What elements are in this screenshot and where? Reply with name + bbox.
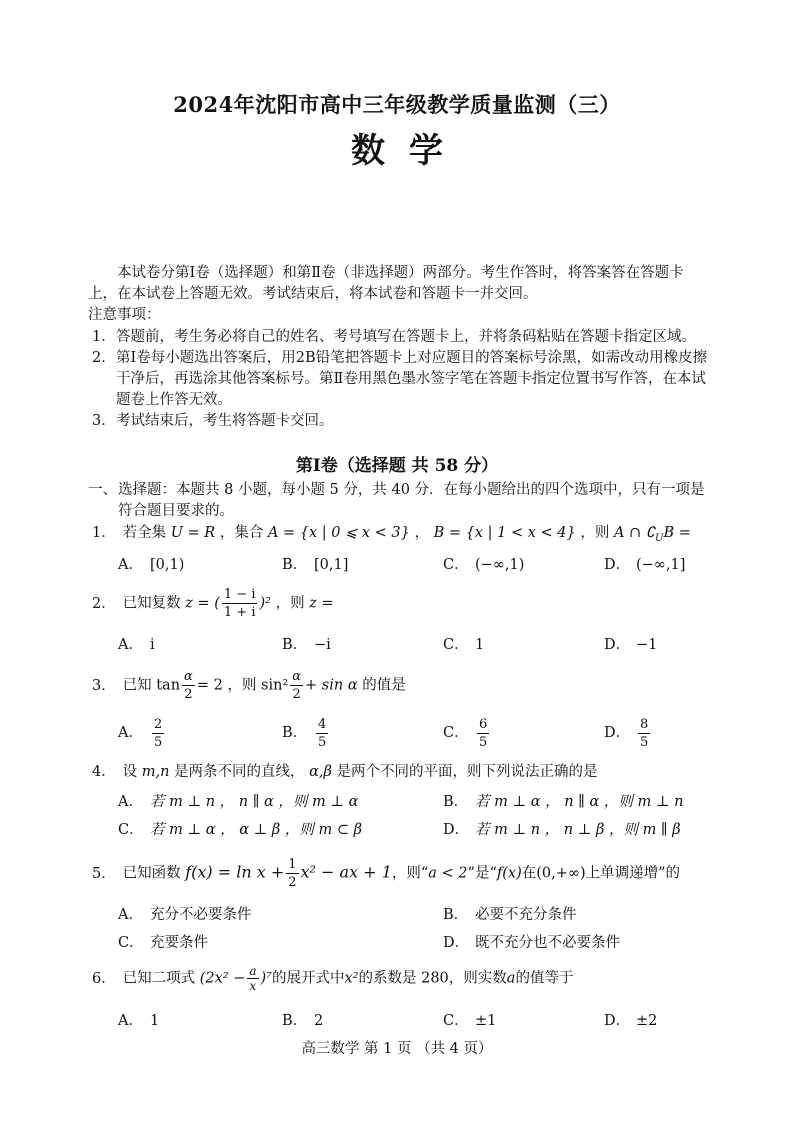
option-value: [0,1] [314, 557, 349, 573]
fraction-numerator: 6 [479, 717, 488, 732]
option-label: C． [118, 822, 144, 838]
option-label: C． [443, 725, 469, 742]
option-label: B． [282, 637, 308, 653]
question-text: ， [414, 525, 429, 541]
fraction [247, 964, 258, 993]
page-footer: 高三数学 第 1 页 （共 4 页） [301, 1041, 493, 1057]
fraction-numerator: 8 [640, 717, 649, 732]
option-label: D． [604, 725, 631, 742]
note-number: 2． [92, 350, 116, 366]
option-a [118, 716, 166, 751]
question-text: ，则 [580, 525, 610, 541]
fraction [286, 856, 298, 891]
math-expr: A = {x | 0 ⩽ x < 3} [267, 525, 410, 541]
option-label: D． [443, 935, 470, 951]
option-label: C． [443, 1013, 469, 1029]
option-c [443, 636, 484, 654]
math-expr: tan [156, 677, 181, 694]
exam-title: 2024年沈阳市高中三年级教学质量监测（三） [173, 92, 621, 117]
option-text: 必要不充分条件 [475, 907, 577, 923]
math-expr: = 2 [196, 677, 223, 694]
option-d [443, 934, 620, 952]
math-expr: f(x) [496, 865, 522, 882]
math-expr: sin² [261, 677, 289, 694]
question-text: 的值是 [362, 677, 406, 694]
option-value: 1 [150, 1013, 160, 1029]
fraction [638, 716, 650, 751]
option-text: 若 m ⊥ α ， n ∥ α ，则 m ⊥ n [475, 794, 684, 810]
fraction [477, 716, 489, 751]
option-c [118, 821, 362, 839]
note-number: 1． [92, 329, 116, 345]
fraction-denominator: 5 [640, 735, 649, 750]
note-text: 答题前，考生务必将自己的姓名、考号填写在答题卡上，并将条码粘贴在答题卡指定区域。 [116, 329, 696, 345]
question-text: 的系数是 280，则实数 [358, 970, 507, 987]
question-4 [92, 763, 598, 781]
math-expr: (2x² − [199, 970, 246, 987]
option-label: A． [118, 794, 143, 810]
option-value: (−∞,1) [475, 557, 525, 573]
option-text: 若 m ⊥ n ， n ∥ α ，则 m ⊥ α [150, 794, 359, 810]
fraction-denominator: 5 [318, 735, 327, 750]
option-value: [0,1) [150, 557, 185, 573]
question-number: 2． [92, 595, 116, 612]
option-label: A． [118, 1013, 143, 1029]
intro-text: 本试卷分第Ⅰ卷（选择题）和第Ⅱ卷（非选择题）两部分。考生作答时，将答案答在答题卡上，在本试卷上答题无效。考试结束后，将本试卷和答题卡一并交回。 [88, 265, 684, 302]
option-value: −1 [636, 637, 658, 653]
option-label: D． [443, 822, 470, 838]
fraction [316, 716, 328, 751]
question-1 [92, 524, 691, 545]
note-number: 3． [92, 413, 116, 429]
note-text: 考试结束后，考生将答题卡交回。 [116, 413, 334, 429]
note-item [92, 411, 710, 432]
option-value: ±2 [636, 1013, 658, 1029]
question-text: 已知复数 [122, 595, 181, 612]
option-value: i [150, 637, 155, 653]
option-label: A． [118, 557, 143, 573]
math-expr: α,β [309, 764, 332, 780]
math-expr: + sin α [305, 677, 358, 694]
option-value: 2 [314, 1013, 324, 1029]
math-expr: x² − ax + 1 [300, 862, 392, 882]
option-c [443, 1012, 496, 1030]
option-value: −i [314, 637, 331, 653]
fraction-denominator: x [249, 979, 257, 993]
math-expr: )² [259, 595, 271, 612]
math-expr: U = R [170, 525, 216, 541]
question-text: 在 [521, 865, 537, 882]
note-item [92, 348, 710, 411]
question-text: 的值等于 [515, 970, 574, 987]
question-text: 已知函数 [122, 865, 181, 882]
option-label: B． [282, 557, 308, 573]
fraction [222, 586, 258, 621]
section-title: 第Ⅰ卷（选择题 共 58 分） [295, 456, 499, 476]
math-expr: z = [309, 595, 334, 612]
option-d [604, 636, 657, 654]
option-text: 既不充分也不必要条件 [475, 935, 620, 951]
subject-title: 数学 [351, 131, 467, 171]
option-c [443, 556, 524, 574]
part-number: 一、 [88, 482, 117, 498]
fraction-denominator: 2 [292, 687, 301, 702]
math-expr: )⁷ [260, 970, 272, 987]
math-expr: z = ( [185, 595, 220, 612]
fraction-denominator: 1 + i [223, 605, 256, 620]
math-expr: B = {x | 1 < x < 4} [433, 525, 576, 541]
fraction [182, 668, 195, 703]
part-heading [88, 480, 710, 522]
fraction-denominator: 5 [479, 735, 488, 750]
option-a [118, 906, 252, 924]
fraction-denominator: 2 [184, 687, 193, 702]
question-text: ”是“ [467, 865, 497, 882]
math-expr: B = [663, 525, 691, 541]
question-text: 是两个不同的平面，则下列说法正确的是 [336, 764, 598, 780]
option-label: B． [443, 794, 469, 810]
option-b [282, 716, 330, 751]
math-expr: f(x) = ln x + [185, 862, 285, 882]
fraction-numerator: 4 [318, 717, 327, 732]
option-d [604, 1012, 657, 1030]
question-text: 已知 [122, 677, 152, 694]
option-c [118, 934, 208, 952]
option-b [282, 556, 348, 574]
question-text: ，则“ [391, 865, 429, 882]
option-a [118, 793, 358, 811]
option-text: 充要条件 [150, 935, 208, 951]
option-label: B． [282, 725, 308, 742]
question-text: 是两条不同的直线， [174, 764, 305, 780]
option-label: C． [443, 637, 469, 653]
question-2 [92, 586, 334, 621]
option-c [443, 716, 491, 751]
option-label: B． [282, 1013, 308, 1029]
fraction-denominator: 5 [154, 735, 163, 750]
question-text: 已知二项式 [122, 970, 196, 987]
question-number: 4． [92, 764, 116, 780]
math-expr: x² [344, 970, 359, 987]
option-d [604, 556, 685, 574]
option-label: A． [118, 907, 143, 923]
question-6 [92, 964, 573, 993]
option-label: A． [118, 725, 143, 742]
fraction-numerator: 1 − i [223, 587, 256, 602]
option-text: 充分不必要条件 [150, 907, 252, 923]
note-text: 第Ⅰ卷每小题选出答案后，用2B铅笔把答题卡上对应题目的答案标号涂黑，如需改动用橡皮擦干净后，再选涂其他答案标号。第Ⅱ卷用黑色墨水签字笔在答题卡指定位置书写作答，在本试题卷上作答无效。 [116, 350, 708, 408]
option-value: 1 [475, 637, 485, 653]
question-number: 5． [92, 865, 116, 882]
option-b [282, 636, 331, 654]
option-label: B． [443, 907, 469, 923]
math-expr: a < 2 [428, 865, 468, 882]
fraction [290, 668, 303, 703]
question-text: ，集合 [219, 525, 264, 541]
question-text: ，则 [227, 677, 257, 694]
question-number: 6． [92, 970, 116, 987]
fraction-numerator: α [184, 669, 193, 684]
option-label: D． [604, 557, 631, 573]
note-item [92, 327, 710, 348]
fraction-numerator: α [292, 669, 302, 684]
option-a [118, 556, 184, 574]
option-label: D． [604, 637, 631, 653]
math-expr: m,n [141, 764, 170, 780]
option-a [118, 636, 155, 654]
option-text: 若 m ⊥ n ， n ⊥ β ，则 m ∥ β [475, 822, 681, 838]
part-instructions: 选择题：本题共 8 小题，每小题 5 分，共 40 分．在每小题给出的四个选项中，只有一项是符合题目要求的。 [118, 482, 705, 519]
option-label: D． [604, 1013, 631, 1029]
question-number: 1． [92, 525, 116, 541]
question-text: 若全集 [122, 525, 167, 541]
option-b [282, 1012, 323, 1030]
math-expr: (0,+∞) [536, 865, 586, 882]
option-label: A． [118, 637, 143, 653]
option-a [118, 1012, 159, 1030]
fraction-numerator: 2 [154, 717, 163, 732]
notes-title: 注意事项： [88, 307, 161, 323]
option-label: C． [118, 935, 144, 951]
question-text: 设 [122, 764, 138, 780]
question-text: 上单调递增”的 [585, 865, 681, 882]
notes-list [92, 327, 710, 432]
option-label: C． [443, 557, 469, 573]
option-d [443, 821, 681, 839]
option-b [443, 906, 577, 924]
option-value: (−∞,1] [636, 557, 686, 573]
option-text: 若 m ⊥ α ， α ⊥ β ，则 m ⊂ β [150, 822, 362, 838]
question-text: ，则 [275, 595, 305, 612]
math-expr: a [506, 970, 516, 987]
math-subscript: U [655, 532, 664, 544]
intro-paragraph [88, 263, 710, 305]
question-number: 3． [92, 677, 116, 694]
question-3 [92, 668, 406, 703]
math-expr: A ∩ ∁ [613, 525, 656, 541]
option-value: ±1 [475, 1013, 497, 1029]
option-d [604, 716, 652, 751]
fraction [152, 716, 164, 751]
question-5 [92, 856, 680, 891]
fraction-denominator: 2 [288, 875, 297, 890]
fraction-numerator: 1 [288, 857, 297, 872]
option-b [443, 793, 683, 811]
fraction-numerator: a [249, 964, 257, 978]
question-text: 的展开式中 [272, 970, 345, 987]
